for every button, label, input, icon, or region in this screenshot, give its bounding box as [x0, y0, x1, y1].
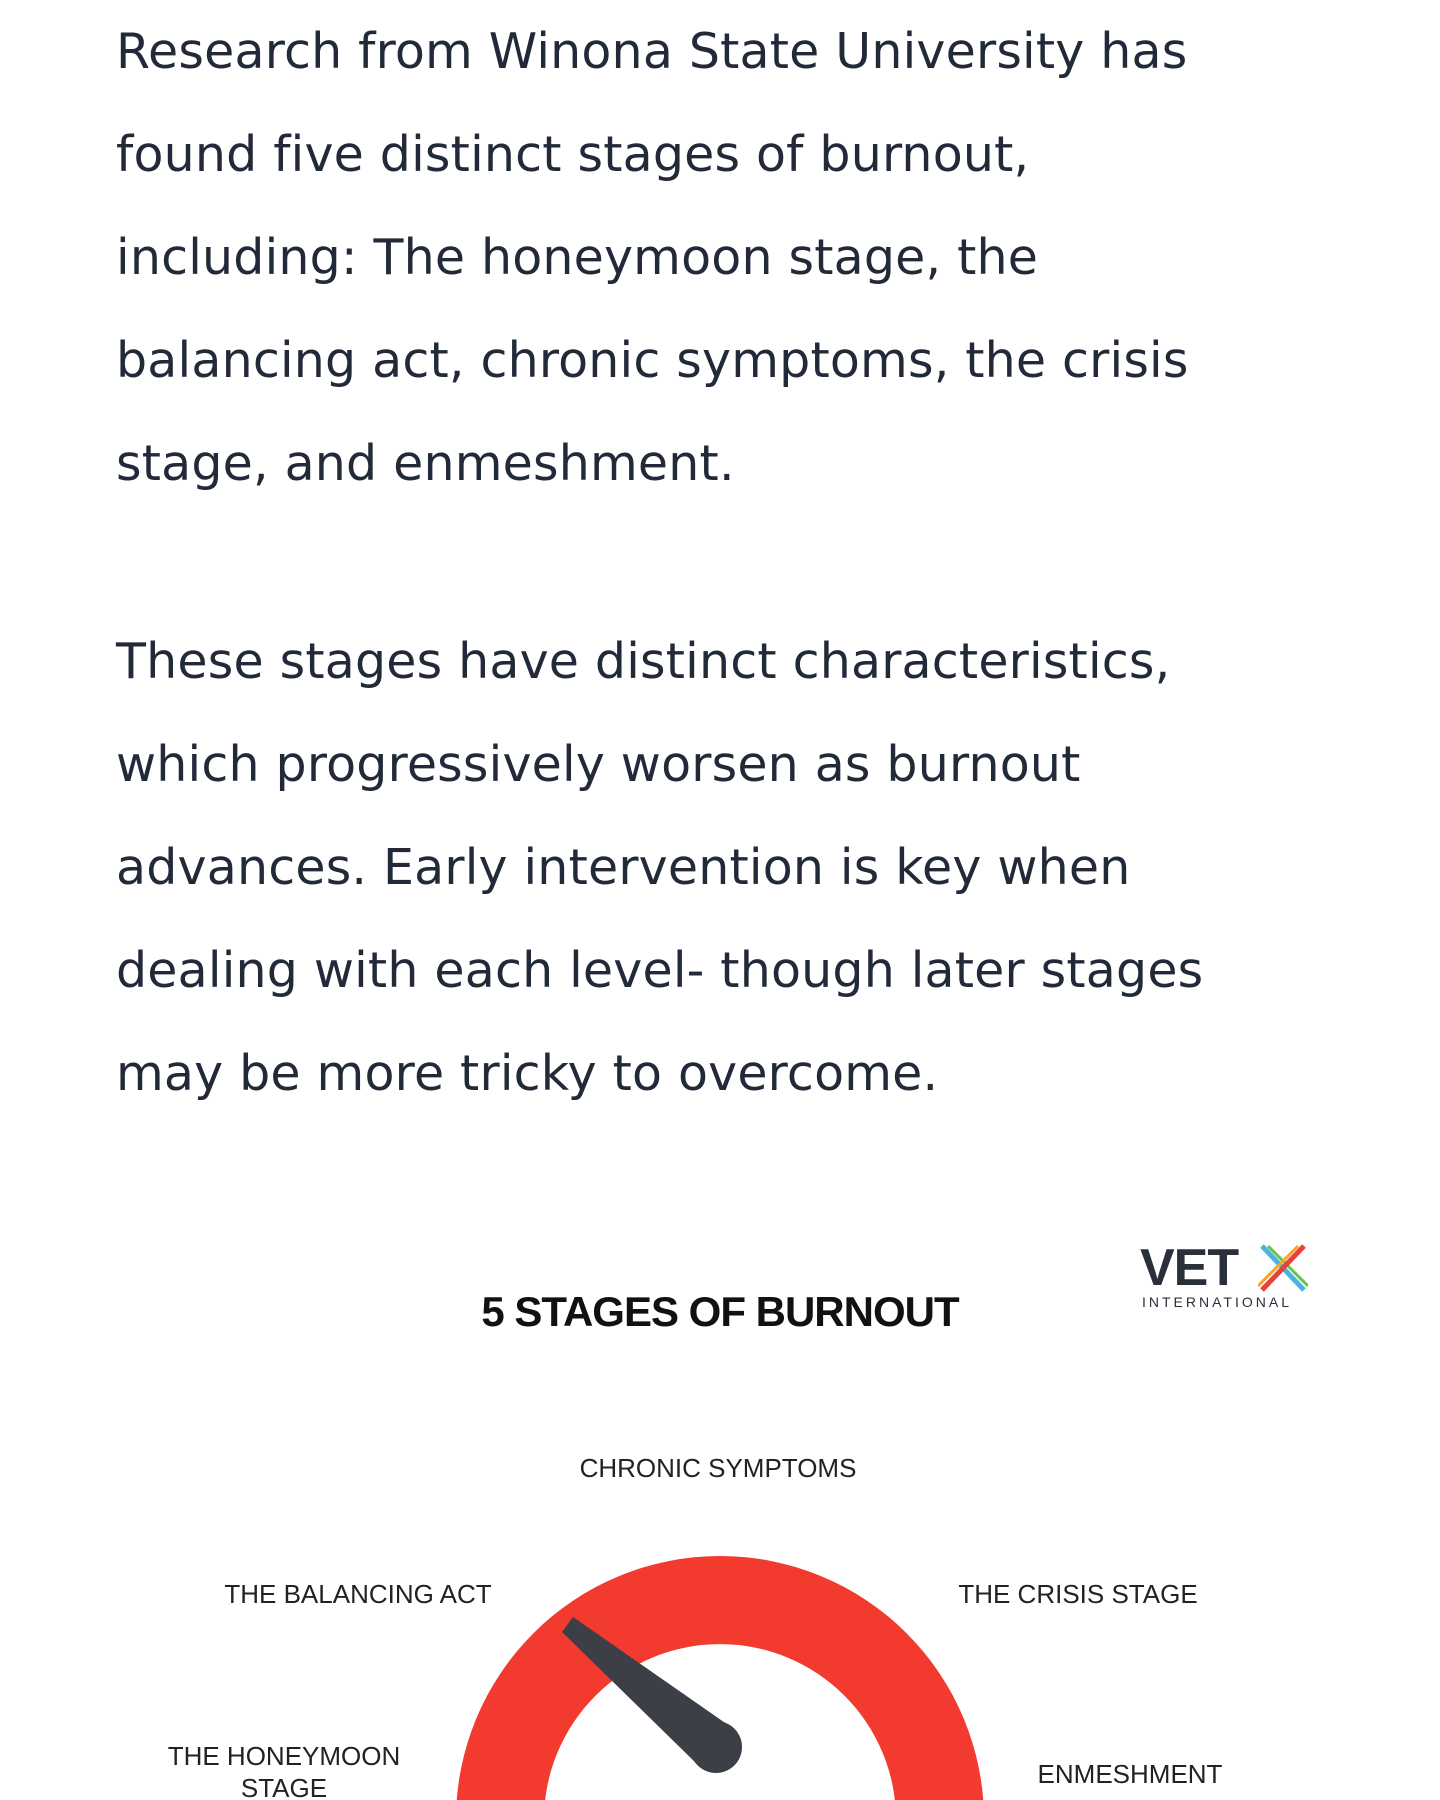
logo-subtitle: INTERNATIONAL — [1142, 1294, 1292, 1310]
stage-label-honeymoon-line1: THE HONEYMOON — [167, 1741, 401, 1771]
paragraph-line: found five distinct stages of burnout, — [116, 126, 1030, 183]
colored-x-logo-icon — [1258, 1244, 1308, 1292]
paragraph-line: balancing act, chronic symptoms, the crisis — [116, 332, 1189, 389]
vetx-logo — [1140, 1239, 1320, 1312]
stage-label-enmeshment: ENMESHMENT — [1037, 1759, 1223, 1789]
stage-label-honeymoon-line2: STAGE — [240, 1773, 328, 1800]
paragraph-line: dealing with each level- though later stages — [116, 942, 1204, 999]
burnout-infographic — [0, 1190, 1440, 1800]
paragraph-line: which progressively worsen as burnout — [116, 736, 1081, 793]
infographic-title: 5 STAGES OF BURNOUT — [481, 1288, 959, 1335]
stage-label-crisis-stage: THE CRISIS STAGE — [958, 1579, 1198, 1609]
stage-label-balancing-act: THE BALANCING ACT — [224, 1579, 492, 1609]
needle-hub — [690, 1721, 742, 1773]
paragraph-line: advances. Early intervention is key when — [116, 839, 1131, 896]
stage-label-honeymoon — [144, 1740, 424, 1800]
stage-label-chronic-symptoms: CHRONIC SYMPTOMS — [579, 1453, 857, 1483]
paragraph-line: These stages have distinct characteristics, — [116, 633, 1171, 690]
paragraph-line: Research from Winona State University has — [116, 23, 1188, 80]
paragraph-line: including: The honeymoon stage, the — [116, 229, 1039, 286]
paragraph-line: may be more tricky to overcome. — [116, 1045, 939, 1102]
paragraph-line: stage, and enmeshment. — [116, 435, 735, 492]
logo-wordmark: VET — [1140, 1239, 1239, 1297]
paragraph-stage-characteristics — [116, 610, 1346, 1125]
paragraph-burnout-stages — [116, 0, 1346, 515]
